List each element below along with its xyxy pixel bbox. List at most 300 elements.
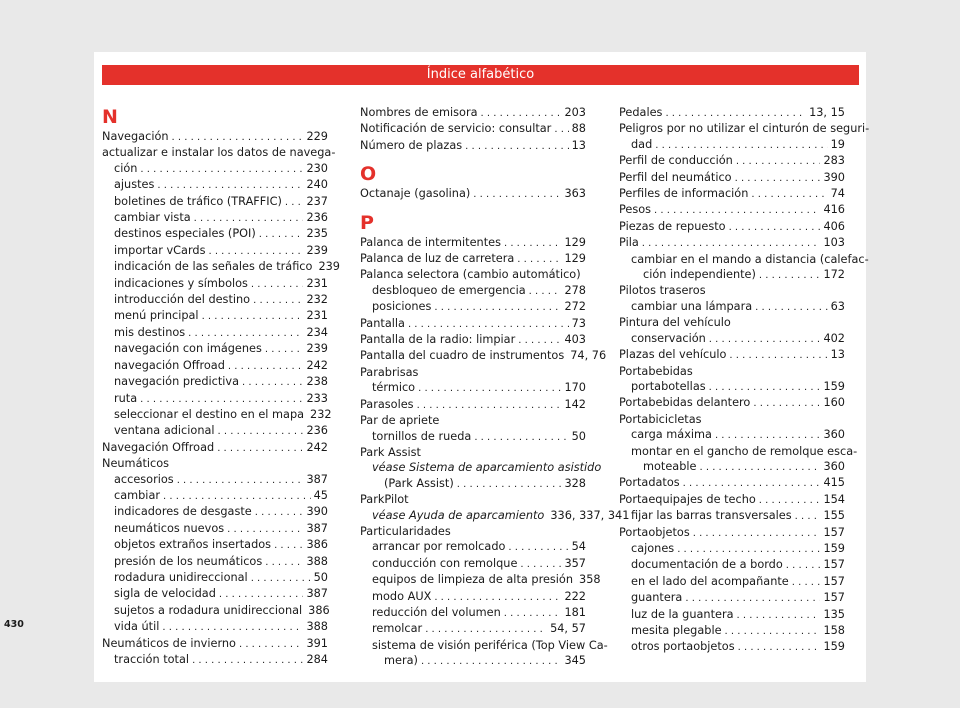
dot-leader <box>239 637 303 652</box>
entry-continuation <box>372 653 586 669</box>
dot-leader <box>253 293 303 308</box>
entry-continuation <box>102 161 328 177</box>
entry-page: 240 <box>306 178 328 192</box>
index-entry <box>619 639 845 655</box>
entry-page: 415 <box>823 476 845 490</box>
index-entry <box>360 283 586 299</box>
dot-leader <box>228 359 304 374</box>
entry-term: navegación Offroad <box>114 358 225 372</box>
index-entry <box>619 252 869 284</box>
entry-term: ruta <box>114 391 138 405</box>
index-entry <box>619 412 845 427</box>
dot-leader <box>786 558 821 573</box>
page-number: 430 <box>4 619 24 630</box>
entry-term: Neumáticos <box>102 457 170 471</box>
entry-term: boletines de tráfico (TRAFFIC) <box>114 194 282 208</box>
entry-page: 54 <box>571 540 586 554</box>
dot-leader <box>255 505 304 520</box>
dot-leader <box>425 622 547 637</box>
entry-term: Notificación de servicio: consultar <box>360 122 552 136</box>
entry-term: reducción del volumen <box>372 605 501 619</box>
entry-term: térmico <box>372 381 416 395</box>
dot-leader <box>285 195 304 210</box>
entry-term: Perfiles de información <box>619 187 749 201</box>
letter-heading-o: O <box>360 163 377 186</box>
entry-page: 239 <box>306 243 328 257</box>
entry-term: equipos de limpieza de alta presión <box>372 573 574 587</box>
entry-page: 391 <box>306 636 328 650</box>
index-entry <box>102 358 328 374</box>
entry-term: sujetos a rodadura unidireccional <box>114 603 303 617</box>
index-entry <box>102 423 328 439</box>
entries-n <box>102 129 340 668</box>
dot-leader <box>792 575 821 590</box>
letter-heading-n: N <box>102 106 118 128</box>
index-entry <box>102 554 328 570</box>
dot-leader <box>417 398 562 413</box>
entry-page: 363 <box>564 187 586 201</box>
entry-term: Portaobjetos <box>619 525 690 539</box>
entry-page: 155 <box>823 509 845 523</box>
dot-leader <box>520 557 561 572</box>
dot-leader <box>251 277 304 292</box>
entry-page: 387 <box>306 521 328 535</box>
dot-leader <box>457 477 562 492</box>
dot-leader <box>162 620 303 635</box>
entry-term: documentación de a bordo <box>631 558 783 572</box>
entry-page: 234 <box>306 325 328 339</box>
dot-leader <box>683 476 821 491</box>
dot-leader <box>759 268 821 283</box>
index-entry <box>619 364 845 379</box>
entry-page: 390 <box>823 170 845 184</box>
entries-p-cont <box>619 105 870 656</box>
index-entry <box>102 504 328 520</box>
entry-term: conservación <box>631 331 706 345</box>
index-entry <box>102 259 340 275</box>
entry-term: modo AUX <box>372 589 432 603</box>
index-entry <box>360 105 586 121</box>
dot-leader <box>508 540 568 555</box>
index-column-3 <box>619 105 870 656</box>
entry-term: Nombres de emisora <box>360 106 478 119</box>
index-entry <box>360 508 630 524</box>
entry-page: 103 <box>823 236 845 250</box>
index-entry <box>102 456 328 471</box>
entry-page: 231 <box>306 309 328 323</box>
entry-page: 157 <box>823 591 845 605</box>
index-entry <box>360 365 586 380</box>
dot-leader <box>473 187 561 202</box>
entry-page: 387 <box>306 472 328 486</box>
index-entry <box>619 347 845 363</box>
dot-leader <box>202 309 304 324</box>
dot-leader <box>755 300 827 315</box>
entry-page: 237 <box>306 194 328 208</box>
entry-term: ajustes <box>114 178 155 192</box>
index-entry <box>619 541 845 557</box>
dot-leader <box>642 236 821 251</box>
index-entry <box>102 603 328 619</box>
entry-page: 157 <box>823 525 845 539</box>
index-entry <box>102 129 328 145</box>
index-entry <box>102 619 328 635</box>
entry-term: Perfil del neumático <box>619 170 732 184</box>
entry-term: ventana adicional <box>114 424 215 438</box>
index-entry <box>619 574 845 590</box>
index-entry <box>360 524 586 539</box>
index-entry <box>360 186 586 202</box>
entry-page: 283 <box>823 154 845 168</box>
entry-term: Portabebidas delantero <box>619 396 751 410</box>
entry-term: tornillos de rueda <box>372 429 472 443</box>
index-entry <box>102 243 328 259</box>
index-entry <box>102 308 328 324</box>
entry-page: 129 <box>564 252 586 266</box>
entry-term: Neumáticos de invierno <box>102 636 236 650</box>
index-entry <box>619 557 845 573</box>
index-entry <box>360 138 586 154</box>
index-entry <box>360 316 586 332</box>
index-entry <box>102 177 328 193</box>
index-entry <box>619 283 845 298</box>
entry-page: 50 <box>313 570 328 584</box>
index-entry <box>102 537 328 553</box>
entry-page: 278 <box>564 283 586 297</box>
index-entry <box>102 226 328 242</box>
entry-term: portabotellas <box>631 379 706 393</box>
entry-page: 416 <box>823 203 845 217</box>
entry-term: Navegación <box>102 130 169 143</box>
entry-term: Perfil de conducción <box>619 154 733 168</box>
dot-leader <box>665 106 806 121</box>
entry-page: 345 <box>564 654 586 668</box>
index-entry <box>619 508 845 524</box>
entry-continuation <box>631 267 845 283</box>
entry-term: Pesos <box>619 203 652 217</box>
entry-continuation <box>631 459 845 475</box>
entry-page: 129 <box>564 235 586 249</box>
entry-term: indicación de las señales de tráfico <box>114 260 313 274</box>
entry-page: 386 <box>308 603 330 617</box>
entry-term: Octanaje (gasolina) <box>360 187 471 201</box>
entry-page: 358 <box>579 573 601 587</box>
index-entry <box>360 397 586 413</box>
entry-term: Pilotos traseros <box>619 284 706 298</box>
entry-term: arrancar por remolcado <box>372 540 506 554</box>
entry-term: mis destinos <box>114 325 186 339</box>
index-entry <box>102 440 328 456</box>
index-entry <box>360 299 586 315</box>
entry-term: Palanca de luz de carretera <box>360 252 515 266</box>
dot-leader <box>738 640 821 655</box>
entry-term: introducción del destino <box>114 293 251 307</box>
index-entry <box>360 621 586 637</box>
index-entry <box>619 475 845 491</box>
index-entry <box>619 607 845 623</box>
dot-leader <box>140 392 303 407</box>
entry-term: Portadatos <box>619 476 680 490</box>
entry-page: 45 <box>313 488 328 502</box>
entry-page: 403 <box>564 333 586 347</box>
entry-term: conducción con remolque <box>372 556 518 570</box>
dot-leader <box>408 317 569 332</box>
index-entry <box>102 325 328 341</box>
index-entry <box>102 472 328 488</box>
entry-term: actualizar e instalar los datos de navega- <box>102 146 336 160</box>
index-entry <box>360 121 586 137</box>
entry-page: 328 <box>564 476 586 490</box>
index-entry <box>102 636 328 652</box>
index-entry <box>619 427 845 443</box>
entry-term: mesita plegable <box>631 624 722 637</box>
dot-leader <box>735 171 821 186</box>
entry-term: montar en el gancho de remolque esca- <box>631 444 858 458</box>
entry-page: 272 <box>564 300 586 314</box>
entry-page: 236 <box>306 211 328 225</box>
entry-term: cambiar vista <box>114 211 191 225</box>
entry-term: Parabrisas <box>360 365 419 379</box>
dot-leader <box>217 441 303 456</box>
entry-term: véase Sistema de aparcamiento asistido <box>372 461 602 475</box>
index-entry <box>102 292 328 308</box>
dot-leader <box>465 139 568 154</box>
dot-leader <box>434 300 561 315</box>
entry-continuation <box>372 476 586 492</box>
entry-page: 158 <box>823 624 845 637</box>
index-entry <box>360 429 586 445</box>
entry-page: 172 <box>823 268 845 282</box>
dot-leader <box>504 236 561 251</box>
entry-page: 388 <box>306 620 328 634</box>
entry-term-cont: mera) <box>384 654 418 668</box>
entry-page: 239 <box>318 260 340 274</box>
entry-term-cont: moteable <box>643 459 697 473</box>
entry-term: rodadura unidireccional <box>114 570 248 584</box>
dot-leader <box>554 122 568 137</box>
dot-leader <box>218 424 304 439</box>
entry-term: Pantalla de la radio: limpiar <box>360 333 516 347</box>
index-entry <box>102 407 332 423</box>
index-entry <box>619 299 845 315</box>
entry-continuation <box>619 137 845 153</box>
dot-leader <box>677 542 820 557</box>
dot-leader <box>655 138 827 153</box>
index-entry <box>619 170 845 186</box>
entry-page: 13 <box>830 348 845 362</box>
index-entry <box>102 488 328 504</box>
entry-term: cambiar una lámpara <box>631 299 753 313</box>
dot-leader <box>163 489 311 504</box>
index-entry <box>360 539 586 555</box>
dot-leader <box>227 522 303 537</box>
dot-leader <box>729 220 821 235</box>
entry-term-cont: dad <box>631 137 653 151</box>
entry-page: 159 <box>823 640 845 654</box>
dot-leader <box>795 509 821 524</box>
index-entry <box>360 605 586 621</box>
entry-page: 284 <box>306 653 328 666</box>
entry-term: Piezas de repuesto <box>619 219 726 233</box>
entry-page: 54, 57 <box>550 622 586 636</box>
entry-page: 242 <box>306 358 328 372</box>
index-entry <box>619 331 845 347</box>
dot-leader <box>474 430 568 445</box>
entry-term: objetos extraños insertados <box>114 538 272 552</box>
dot-leader <box>753 396 820 411</box>
index-entry <box>360 445 586 460</box>
index-entry <box>360 380 586 396</box>
entry-term: Portabicicletas <box>619 412 702 426</box>
dot-leader <box>725 624 821 639</box>
dot-leader <box>192 653 303 668</box>
section-header: Índice alfabético <box>102 65 859 85</box>
index-entry <box>102 194 328 210</box>
entry-page: 239 <box>306 342 328 356</box>
entry-term: Número de plazas <box>360 138 463 152</box>
dot-leader <box>208 244 303 259</box>
index-entry <box>102 570 328 586</box>
entry-term: Park Assist <box>360 445 421 459</box>
entry-page: 13, 15 <box>809 106 845 119</box>
entries-n-cont <box>360 105 586 154</box>
entry-page: 388 <box>306 554 328 568</box>
index-entry <box>619 153 845 169</box>
dot-leader <box>140 162 303 177</box>
dot-leader <box>177 473 304 488</box>
entry-page: 236 <box>306 424 328 438</box>
entry-term: accesorios <box>114 472 174 486</box>
entry-term: Palanca de intermitentes <box>360 235 501 249</box>
dot-leader <box>709 332 821 347</box>
entry-page: 336, 337, 341 <box>550 508 630 522</box>
entry-term: véase Ayuda de aparcamiento <box>372 508 545 522</box>
index-entry <box>619 623 845 639</box>
entries-o <box>360 186 586 202</box>
dot-leader <box>709 380 821 395</box>
entry-term: Peligros por no utilizar el cinturón de seguri- <box>619 122 870 136</box>
index-entry <box>102 652 328 668</box>
entry-page: 74 <box>830 187 845 201</box>
entry-term: vida útil <box>114 620 160 634</box>
entry-page: 222 <box>564 589 586 603</box>
dot-leader <box>736 154 821 169</box>
index-entry <box>360 572 601 588</box>
entry-term: en el lado del acompañante <box>631 574 789 588</box>
index-entry <box>360 589 586 605</box>
entry-term: presión de los neumáticos <box>114 554 263 568</box>
index-entry <box>102 145 336 177</box>
entry-page: 135 <box>823 607 845 621</box>
dot-leader <box>188 326 303 341</box>
index-entry <box>619 235 845 251</box>
entry-page: 157 <box>823 574 845 588</box>
entry-term: Portaequipajes de techo <box>619 492 756 506</box>
entry-term: navegación con imágenes <box>114 342 262 356</box>
entry-page: 357 <box>564 556 586 570</box>
entry-page: 142 <box>564 397 586 411</box>
index-entry <box>619 186 845 202</box>
dot-leader <box>194 211 304 226</box>
index-entry <box>360 235 586 251</box>
entry-page: 19 <box>830 137 845 151</box>
dot-leader <box>729 348 827 363</box>
entry-page: 360 <box>823 459 845 473</box>
index-entry <box>619 202 845 218</box>
entry-page: 13 <box>571 138 586 152</box>
dot-leader <box>504 606 562 621</box>
dot-leader <box>517 252 561 267</box>
entry-term: Palanca selectora (cambio automático) <box>360 268 581 282</box>
entry-page: 235 <box>306 227 328 241</box>
index-entry <box>619 219 845 235</box>
dot-leader <box>418 381 561 396</box>
entry-page: 238 <box>306 375 328 389</box>
dot-leader <box>751 187 827 202</box>
entry-term: seleccionar el destino en el mapa <box>114 407 305 421</box>
index-entry <box>102 586 328 602</box>
entry-term: sigla de velocidad <box>114 587 216 601</box>
entry-term: guantera <box>631 591 683 605</box>
dot-leader <box>434 590 561 605</box>
entry-term: importar vCards <box>114 243 206 257</box>
entry-page: 157 <box>823 558 845 572</box>
dot-leader <box>759 493 821 508</box>
index-entry <box>360 251 586 267</box>
entry-term: navegación predictiva <box>114 375 240 389</box>
index-entry <box>102 341 328 357</box>
entry-term: destinos especiales (POI) <box>114 227 256 241</box>
index-entry <box>360 638 608 670</box>
index-column-1 <box>102 105 340 668</box>
entry-term: carga máxima <box>631 428 712 442</box>
dot-leader <box>259 227 304 242</box>
entry-page: 230 <box>306 161 328 175</box>
index-entry <box>102 374 328 390</box>
dot-leader <box>274 538 303 553</box>
entry-page: 88 <box>571 122 586 136</box>
entry-page: 229 <box>306 130 328 143</box>
entry-term: Pantalla <box>360 316 405 330</box>
entry-term: indicadores de desgaste <box>114 505 252 519</box>
entry-term: desbloqueo de emergencia <box>372 283 526 297</box>
index-entry <box>360 460 602 492</box>
index-entry <box>360 332 586 348</box>
dot-leader <box>242 375 303 390</box>
entry-page: 402 <box>823 331 845 345</box>
entry-page: 73 <box>571 316 586 330</box>
index-entry <box>360 556 586 572</box>
entry-page: 232 <box>310 407 332 421</box>
index-entry <box>360 267 586 282</box>
index-entry <box>619 121 870 153</box>
entry-term: sistema de visión periférica (Top View Ca- <box>372 638 608 652</box>
entry-page: 63 <box>830 299 845 313</box>
dot-leader <box>737 608 821 623</box>
index-entry <box>360 492 586 507</box>
dot-leader <box>518 333 561 348</box>
index-entry <box>619 395 845 411</box>
entry-term: neumáticos nuevos <box>114 521 225 535</box>
entry-page: 231 <box>306 276 328 290</box>
entry-term: Pintura del vehículo <box>619 316 731 330</box>
entry-page: 242 <box>306 440 328 454</box>
letter-heading-p: P <box>360 211 374 234</box>
entry-term: Particularidades <box>360 524 451 538</box>
index-page <box>94 52 870 682</box>
entry-term-cont: ción <box>114 161 138 175</box>
entry-term: Parasoles <box>360 397 414 411</box>
